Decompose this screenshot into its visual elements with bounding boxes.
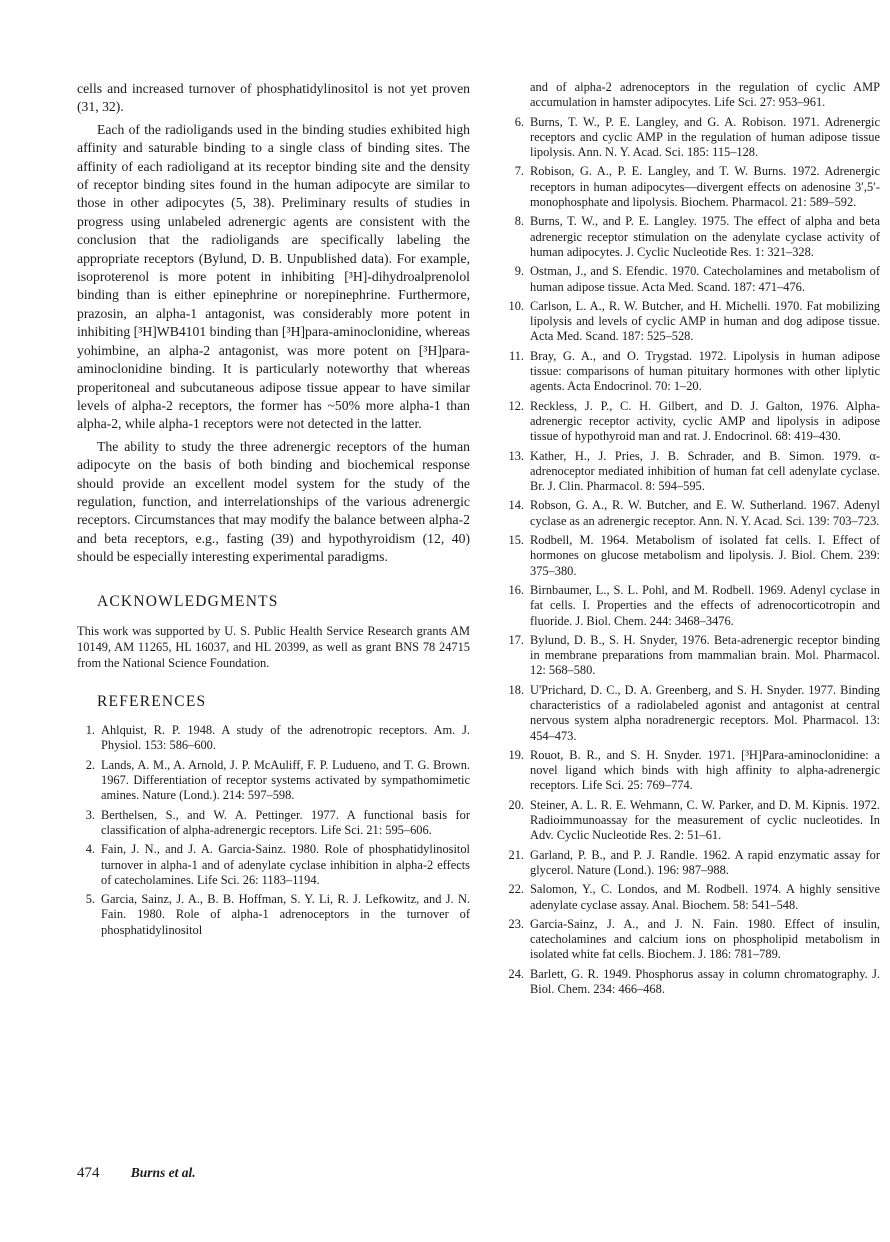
reference-item <box>506 917 880 963</box>
acknowledgments-text: This work was supported by U. S. Public Health Service Research grants AM 10149, AM 11265, HL 16037, and HL 20399, as well as grant BNS 78 24715 from the National Science Foundation. <box>77 623 470 670</box>
reference-text: Birnbaumer, L., S. L. Pohl, and M. Rodbell. 1969. Adenyl cyclase in fat cells. I. Properties and the effects of adrenocorticotropin and fluoride. J. Biol. Chem. 244: 3468–3476. <box>530 582 880 628</box>
reference-number: 19. <box>508 747 524 762</box>
reference-text: Bray, G. A., and O. Trygstad. 1972. Lipolysis in human adipose tissue: comparisons of human pituitary hormones with other liplytic agents. Acta Endocrinol. 70: 1–20. <box>530 348 880 394</box>
reference-text: Reckless, J. P., C. H. Gilbert, and D. J. Galton, 1976. Alpha-adrenergic receptor activity, cyclic AMP and lipolysis in adipose tissue of hypothyroid man and rat. J. Endocrinol. 68: 419–430. <box>530 398 880 444</box>
reference-text: Ahlquist, R. P. 1948. A study of the adrenotropic receptors. Am. J. Physiol. 153: 586–600. <box>101 723 470 753</box>
reference-number: 14. <box>508 498 524 513</box>
page-number: 474 <box>77 1165 100 1181</box>
right-column <box>506 80 880 1001</box>
reference-number: 12. <box>508 398 524 413</box>
reference-text: Lands, A. M., A. Arnold, J. P. McAuliff, F. P. Ludueno, and T. G. Brown. 1967. Differentiation of receptor systems activated by sympathomimetic amines. Nature (Lond.). 214: 597–598. <box>101 757 470 803</box>
reference-text: U'Prichard, D. C., D. A. Greenberg, and S. H. Snyder. 1977. Binding characteristics of a radiolabeled agonist and antagonist at central nervous system alpha noradrenergic receptors. Mol. Pharmacol. 13: 454–473. <box>530 682 880 743</box>
reference-number: 17. <box>508 632 524 647</box>
reference-number: 21. <box>508 847 524 862</box>
reference-text: Garcia, Sainz, J. A., B. B. Hoffman, S. Y. Li, R. J. Lefkowitz, and J. N. Fain. 1980. Role of alpha-1 adrenoceptors in the turnover of phosphatidylinositol <box>101 892 470 937</box>
reference-number: 7. <box>514 164 524 179</box>
left-column <box>77 80 470 942</box>
reference-item <box>506 683 880 744</box>
reference-text: Kather, H., J. Pries, J. B. Schrader, and B. Simon. 1979. α-adrenoceptor mediated inhibition of human fat cell adenylate cyclase. Br. J. Clin. Pharmacol. 8: 594–595. <box>530 448 880 494</box>
reference-text: Garcia-Sainz, J. A., and J. N. Fain. 1980. Effect of insulin, catecholamines and calcium ions on phospholipid metabolism in isolated white fat cells. Biochem. J. 186: 781–789. <box>530 916 880 962</box>
reference-text: Fain, J. N., and J. A. Garcia-Sainz. 1980. Role of phosphatidylinositol turnover in alpha-1 and of adenylate cyclase inhibition in alpha-2 effects of catecholamines. Life Sci. 26: 1183–1194. <box>101 842 470 887</box>
body-paragraph: The ability to study the three adrenergic receptors of the human adipocyte on the basis of both binding and biochemical response should provide an excellent model system for the study of the regulation, function, and interrelationships of the various adrenergic receptors. Circumstances that may modify the balance between alpha-2 and beta receptors, e.g., fasting (39) and hypothyroidism (12, 40) should be especially interesting experimental paradigms. <box>77 438 470 565</box>
body-text <box>77 80 470 567</box>
reference-text: Steiner, A. L. R. E. Wehmann, C. W. Parker, and D. M. Kipnis. 1972. Radioimmunoassay for the measurement of cyclic nucleotides. In Adv. Cyclic Nucleotide Res. 2: 51–61. <box>530 797 880 843</box>
reference-number: 11. <box>508 348 524 363</box>
reference-number: 1. <box>85 723 95 738</box>
reference-number: 8. <box>514 214 524 229</box>
reference-text: Burns, T. W., and P. E. Langley. 1975. The effect of alpha and beta adrenergic receptor stimulation on the adenylate cyclase activity of human adipocytes. J. Cyclic Nucleotide Res. 1: 321–328. <box>530 214 880 259</box>
reference-text: Burns, T. W., P. E. Langley, and G. A. Robison. 1971. Adrenergic receptors and cyclic AMP in the regulation of human adipose tissue lipolysis. Ann. N. Y. Acad. Sci. 185: 115–128. <box>530 114 880 160</box>
acknowledgments-heading: ACKNOWLEDGMENTS <box>97 592 279 610</box>
reference-item <box>77 892 470 938</box>
reference-number: 9. <box>514 264 524 279</box>
reference-item <box>506 164 880 210</box>
reference-item <box>506 583 880 629</box>
reference-item <box>506 967 880 998</box>
reference-number: 4. <box>85 842 95 857</box>
reference-item <box>506 214 880 260</box>
reference-number: 3. <box>85 807 95 822</box>
reference-number: 24. <box>508 966 524 981</box>
reference-item <box>77 808 470 839</box>
reference-item <box>77 842 470 888</box>
reference-number: 13. <box>508 448 524 463</box>
reference-text: Rodbell, M. 1964. Metabolism of isolated fat cells. I. Effect of hormones on glucose metabolism and lipolysis. J. Biol. Chem. 239: 375–380. <box>530 533 880 578</box>
reference-item <box>506 399 880 445</box>
reference-number: 15. <box>508 533 524 548</box>
body-paragraph: cells and increased turnover of phosphatidylinositol is not yet proven (31, 32). <box>77 81 470 115</box>
references-heading: REFERENCES <box>97 693 207 711</box>
references-list-right <box>506 80 880 997</box>
reference-item <box>506 349 880 395</box>
reference-text: Barlett, G. R. 1949. Phosphorus assay in column chromatography. J. Biol. Chem. 234: 466–468. <box>530 966 880 997</box>
reference-item <box>77 758 470 804</box>
page-footer <box>77 1165 196 1182</box>
reference-text: Salomon, Y., C. Londos, and M. Rodbell. 1974. A highly sensitive adenylate cyclase assay. Anal. Biochem. 58: 541–548. <box>530 882 880 912</box>
reference-text: Carlson, L. A., R. W. Butcher, and H. Michelli. 1970. Fat mobilizing lipolysis and levels of cyclic AMP in human and dog adipose tissue. Acta Med. Scand. 187: 525–528. <box>530 298 880 344</box>
reference-number: 18. <box>508 682 524 697</box>
reference-text: and of alpha-2 adrenoceptors in the regulation of cyclic AMP accumulation in hamster adipocytes. Life Sci. 27: 953–961. <box>530 80 880 110</box>
reference-item <box>77 723 470 754</box>
reference-text: Ostman, J., and S. Efendic. 1970. Catecholamines and metabolism of human adipose tissue. Acta Med. Scand. 187: 471–476. <box>530 264 880 294</box>
reference-text: Rouot, B. R., and S. H. Snyder. 1971. [³H]Para-aminoclonidine: a novel ligand which binds with high affinity to alpha-adrenergic receptors. Life Sci. 25: 769–774. <box>530 747 880 793</box>
reference-continuation <box>506 80 880 111</box>
reference-item <box>506 264 880 295</box>
reference-text: Berthelsen, S., and W. A. Pettinger. 1977. A functional basis for classification of alpha-adrenergic receptors. Life Sci. 21: 595–606. <box>101 807 470 837</box>
reference-number: 2. <box>85 757 95 772</box>
reference-text: Garland, P. B., and P. J. Randle. 1962. A rapid enzymatic assay for glycerol. Nature (Lond.). 196: 987–988. <box>530 847 880 877</box>
reference-number: 22. <box>508 882 524 897</box>
reference-item <box>506 633 880 679</box>
reference-text: Bylund, D. B., S. H. Snyder, 1976. Beta-adrenergic receptor binding in membrane preparations from mammalian brain. Mol. Pharmacol. 12: 568–580. <box>530 632 880 678</box>
running-author: Burns et al. <box>130 1165 196 1180</box>
reference-item <box>506 299 880 345</box>
reference-number: 10. <box>508 298 524 313</box>
reference-item <box>506 498 880 529</box>
reference-number: 16. <box>508 582 524 597</box>
reference-item <box>506 449 880 495</box>
reference-number: 23. <box>508 916 524 931</box>
references-list-left <box>77 723 470 938</box>
reference-item <box>506 798 880 844</box>
reference-item <box>506 533 880 579</box>
reference-item <box>506 115 880 161</box>
reference-number: 5. <box>85 892 95 907</box>
reference-item <box>506 882 880 913</box>
reference-text: Robison, G. A., P. E. Langley, and T. W. Burns. 1972. Adrenergic receptors in human adipocytes—divergent effects on adenosine 3′,5′-monophosphate and lipolysis. Biochem. Pharmacol. 21: 589–592. <box>530 164 880 210</box>
body-paragraph: Each of the radioligands used in the binding studies exhibited high affinity and saturable binding to a single class of binding sites. The affinity of each radioligand at its receptor binding site and the density of receptor binding sites found in the human adipocyte are similar to those in other adipocytes (5, 38). Preliminary results of studies in progress using unlabeled adrenergic agents are consistent with the conclusion that the radioligands are specifically labeling the appropriate receptors (Bylund, D. B. Unpublished data). For example, isoproterenol is more potent in inhibiting [³H]-dihydroalprenolol binding than is either epinephrine or norepinephrine. Furthermore, prazosin, an alpha-1 antagonist, was considerably more potent in inhibiting [³H]WB4101 binding than [³H]para-aminoclonidine, whereas yohimbine, an alpha-2 antagonist, was more potent on [³H]para-aminoclonidine binding. It is particularly noteworthy that whereas properitoneal and subcutaneous adipose tissue appear to have similar levels of alpha-2 receptors, the former has ~50% more alpha-1 than alpha-2, while alpha-1 receptors were not detected in the latter. <box>77 121 470 432</box>
reference-item <box>506 848 880 879</box>
reference-number: 6. <box>514 114 524 129</box>
reference-number: 20. <box>508 797 524 812</box>
reference-item <box>506 748 880 794</box>
reference-text: Robson, G. A., R. W. Butcher, and E. W. Sutherland. 1967. Adenyl cyclase as an adrenergic receptor. Ann. N. Y. Acad. Sci. 139: 703–723. <box>530 498 880 528</box>
